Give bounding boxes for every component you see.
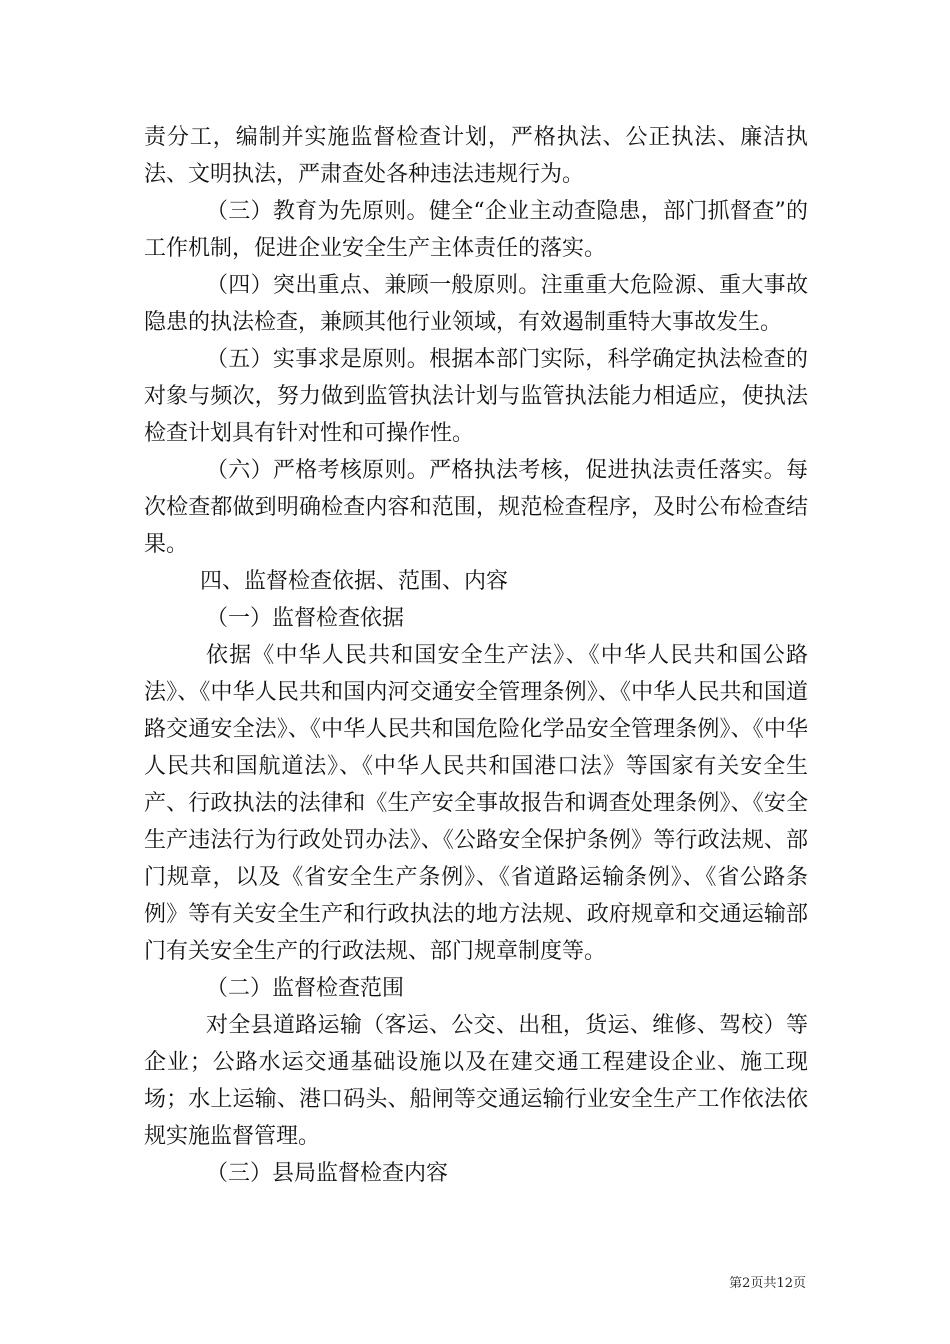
subheading-basis: （一）监督检查依据 [206,606,405,631]
subheading-scope: （二）监督检查范围 [206,976,405,1001]
document-body [144,119,808,1192]
paragraph-basis: 依据《中华人民共和国安全生产法》、《中华人民共和国公路法》、《中华人民共和国内河交通安全管理条例》、《中华人民共和国道路交通安全法》、《中华人民共和国危险化学品安全管理条例》、《中华人民共和国航道法》、《中华人民共和国港口法》等国家有关安全生产、行政执法的法律和《生产安全事故报告和调查处理条例》、《安全生产违法行为行政处罚办法》、《公路安全保护条例》等行政法规、部门规章，以及《省安全生产条例》、《省道路运输条例》、《省公路条例》等有关安全生产和行政执法的地方法规、政府规章和交通运输部门有关安全生产的行政法规、部门规章制度等。 [144,643,808,964]
subheading-content: （三）县局监督检查内容 [206,1161,449,1186]
paragraph-principle-four: （四）突出重点、兼顾一般原则。注重重大危险源、重大事故隐患的执法检查，兼顾其他行业领域，有效遏制重特大事故发生。 [144,273,808,335]
paragraph-scope: 对全县道路运输（客运、公交、出租，货运、维修、驾校）等企业；公路水运交通基础设施以及在建交通工程建设企业、施工现场；水上运输、港口码头、船闸等交通运输行业安全生产工作依法依规实施监督管理。 [144,1013,808,1149]
paragraph-principle-six: （六）严格考核原则。严格执法考核，促进执法责任落实。每次检查都做到明确检查内容和范围，规范检查程序，及时公布检查结果。 [144,458,808,557]
paragraph-continuation: 责分工，编制并实施监督检查计划，严格执法、公正执法、廉洁执法、文明执法，严肃查处各种违法违规行为。 [144,125,808,187]
paragraph-principle-three: （三）教育为先原则。健全“企业主动查隐患，部门抓督查”的工作机制，促进企业安全生产主体责任的落实。 [144,199,808,261]
section-heading-four: 四、监督检查依据、范围、内容 [200,569,509,594]
page-number: 第2页共12页 [729,1276,806,1291]
paragraph-principle-five: （五）实事求是原则。根据本部门实际，科学确定执法检查的对象与频次，努力做到监管执法计划与监管执法能力相适应，使执法检查计划具有针对性和可操作性。 [144,347,808,446]
